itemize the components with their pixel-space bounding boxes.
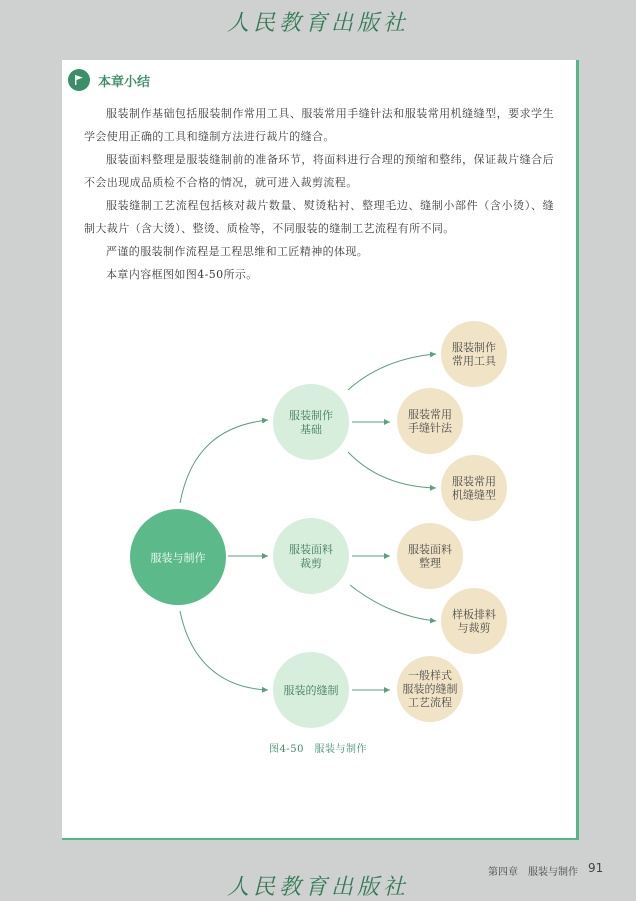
- mid-node-label: 服装制作: [289, 408, 333, 422]
- mid-node: [273, 652, 349, 728]
- leaf-node: [397, 656, 463, 722]
- mid-node-label: 基础: [300, 422, 322, 436]
- leaf-node-label: 与裁剪: [457, 621, 491, 635]
- publisher-logo-top: 人民教育出版社: [226, 11, 409, 36]
- mid-node-label: 服装面料: [289, 542, 333, 556]
- edge-basics-to-seam: [348, 452, 436, 488]
- edge-root-to-basics: [180, 420, 268, 503]
- root-node-label: 服装与制作: [150, 551, 206, 565]
- page-number: 91: [588, 861, 604, 875]
- chapter-label: 第四章 服装与制作: [488, 867, 578, 878]
- leaf-node: [441, 321, 507, 387]
- leaf-node-label: 服装面料: [408, 542, 452, 556]
- leaf-node-label: 手缝针法: [408, 421, 452, 435]
- leaf-node-label: 样板排料: [452, 607, 496, 621]
- leaf-node-label: 一般样式: [408, 669, 452, 683]
- edge-root-to-sewing: [180, 611, 268, 690]
- mid-node-label: 裁剪: [300, 556, 322, 570]
- leaf-node: [397, 388, 463, 454]
- diagram-nodes: [130, 321, 507, 728]
- leaf-node-label: 机缝缝型: [452, 488, 496, 502]
- paragraph: 服装面料整理是服装缝制前的准备环节，将面料进行合理的预缩和整纬，保证裁片缝合后不会出现成品质检不合格的情况，就可进入裁剪流程。: [84, 153, 554, 189]
- leaf-node-label: 服装制作: [452, 340, 496, 354]
- paragraph: 服装制作基础包括服装制作常用工具、服装常用手缝针法和服装常用机缝缝型，要求学生学会使用正确的工具和缝制方法进行裁片的缝合。: [84, 107, 554, 143]
- leaf-node-label: 工艺流程: [408, 696, 452, 710]
- mid-node-label: 服装的缝制: [283, 683, 339, 697]
- leaf-node-label: 服装的缝制: [402, 682, 458, 696]
- publisher-logo-bottom: 人民教育出版社: [226, 875, 409, 900]
- mid-node: [273, 518, 349, 594]
- leaf-node: [397, 523, 463, 589]
- section-title: 本章小结: [98, 74, 151, 90]
- leaf-node: [441, 588, 507, 654]
- leaf-node-label: 常用工具: [452, 354, 496, 368]
- edge-fabric-to-cutting: [350, 585, 436, 621]
- edge-basics-to-tools: [348, 354, 436, 390]
- leaf-node-label: 服装常用: [452, 474, 496, 488]
- paragraph: 严谨的服装制作流程是工程思维和工匠精神的体现。: [106, 245, 369, 258]
- figure-caption: 图4-50 服装与制作: [269, 744, 367, 755]
- root-node: [130, 509, 226, 605]
- paragraph: 服装缝制工艺流程包括核对裁片数量、熨烫粘衬、整理毛边、缝制小部件（含小烫）、缝制大裁片（含大烫）、整烫、质检等，不同服装的缝制工艺流程有所不同。: [84, 199, 554, 235]
- leaf-node-label: 服装常用: [408, 407, 452, 421]
- leaf-node-label: 整理: [419, 556, 441, 570]
- paragraph: 本章内容框图如图4-50所示。: [106, 268, 258, 281]
- mid-node: [273, 384, 349, 460]
- leaf-node: [441, 455, 507, 521]
